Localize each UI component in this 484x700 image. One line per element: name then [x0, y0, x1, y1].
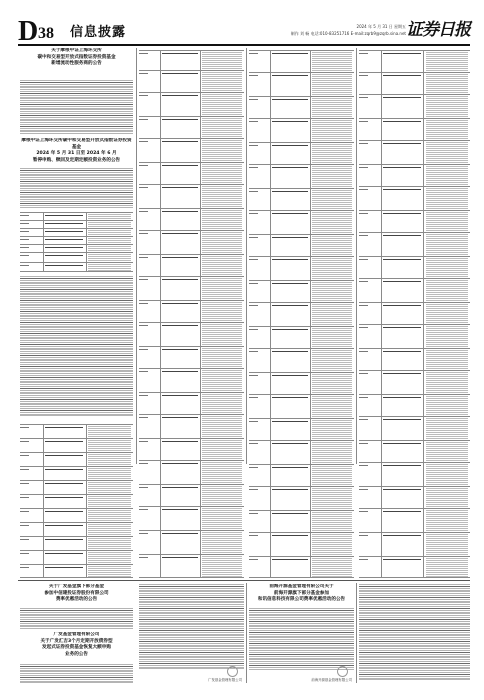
article-title: 关于广发基金旗下部分基金 参加中信建投证券股份有限公司 费率优惠活动的公告: [44, 584, 109, 603]
page-number: 38: [38, 25, 54, 42]
article-title: 摩根中证上海环交所碳中和交易型开放式指数证券投资基金 2024 年 5 月 31 日至 2024 年 6 月 暂停申购、赎回及定期定额投资业务的公告: [21, 138, 132, 162]
newspaper-logo: 证券日报: [406, 20, 470, 40]
fund-list-table: [249, 50, 354, 578]
article-body: [359, 584, 470, 684]
article-signature: 前海开源基金管理有限公司: [311, 678, 352, 682]
article-body: [20, 80, 133, 135]
fund-list-table: [139, 50, 244, 578]
column-rule: [136, 48, 137, 464]
contact-line: 制作 刘 畅 电话:010-83251716 E-mail:zqrb9@zqrb.sina.net: [290, 31, 406, 36]
section-title: 信息披露: [70, 25, 127, 40]
data-table: [20, 212, 133, 272]
article-signature: 广发基金管理有限公司: [208, 678, 242, 682]
column-rule: [356, 48, 357, 464]
article-title: 广发基金管理有限公司 关于广发汇吉3个月定期开放债券型 发起式证券投资基金恢复大额申购 业务的公告: [40, 632, 113, 657]
article-body: [249, 608, 354, 684]
column-rule: [356, 583, 357, 683]
article-body: [20, 664, 133, 684]
article-body: [139, 584, 244, 684]
page-letter: D: [18, 16, 39, 47]
fund-list-table: [359, 50, 470, 578]
date-line: 2024 年 5 月 31 日 星期五: [356, 24, 406, 29]
company-seal: [227, 666, 238, 677]
company-seal: [337, 666, 348, 677]
column-rule: [246, 48, 247, 464]
article-body: [20, 608, 133, 630]
section-divider: [18, 580, 470, 581]
masthead: [18, 16, 470, 47]
article-title: 前海开源基金管理有限公司关于 前海开源旗下部分基金参加 和讯信息科技有限公司费率优惠活动的公告: [257, 584, 346, 603]
fund-list-table: [20, 424, 133, 578]
article-title: 关于摩根中证上海环交所 碳中和交易型开放式指数证券投资基金 新增流动性服务商的公告: [37, 48, 116, 67]
article-body: [20, 168, 133, 420]
column-rule: [246, 583, 247, 683]
